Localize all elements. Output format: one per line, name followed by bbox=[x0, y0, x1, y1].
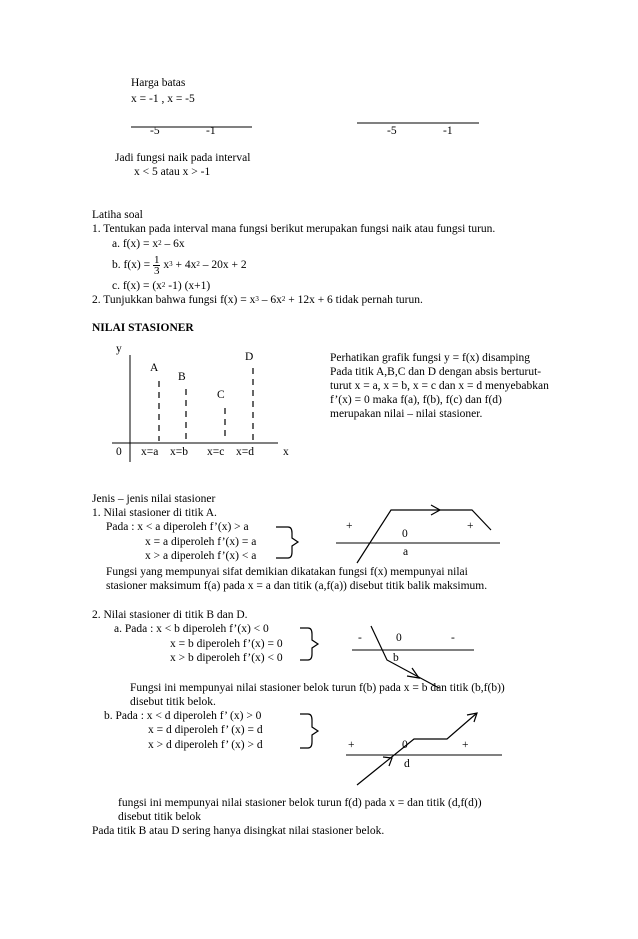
d1-a-label: a bbox=[403, 546, 409, 558]
s2-title: 2. Nilai stasioner di titik B dan D. bbox=[92, 609, 248, 621]
d3-plus-left: + bbox=[348, 739, 355, 751]
line1-label-b: -1 bbox=[206, 125, 216, 137]
s2b-conclusion-2: disebut titik belok bbox=[118, 811, 202, 823]
fraction-one-third: $\frac{1}{3}$ bbox=[153, 253, 160, 277]
point-a-label: A bbox=[150, 362, 159, 374]
d2-zero: 0 bbox=[396, 632, 402, 644]
soal-1c: c. $f(x) = (x^2$ -1) (x+1) bbox=[112, 280, 211, 292]
line2-label-b: -1 bbox=[443, 125, 453, 137]
s2b-line3: x > d diperoleh f’ (x) > d bbox=[148, 739, 263, 751]
d2-b-label: b bbox=[393, 652, 399, 664]
soal-1b: b. f(x) = $\frac{1}{3}$ $x^3 + 4x^2 - 20x + 2$ bbox=[112, 253, 247, 277]
graph-desc-4: f’(x) = 0 maka f(a), f(b), f(c) dan f(d) bbox=[330, 394, 502, 406]
d1-plus-right: + bbox=[467, 520, 474, 532]
s2a-conclusion-1: Fungsi ini mempunyai nilai stasioner belok turun f(b) pada x = b dan titik (b,f(b)) bbox=[130, 682, 505, 694]
s2a-line2: x = b diperoleh f’(x) = 0 bbox=[170, 638, 283, 650]
d3-plus-right: + bbox=[462, 739, 469, 751]
s1-line3: x > a diperoleh f’(x) < a bbox=[145, 550, 257, 562]
d2-minus-right: - bbox=[451, 632, 455, 644]
soal-1a: a. $f(x) = x^2 - 6x$ bbox=[112, 238, 185, 250]
axis-y-label: y bbox=[116, 343, 122, 355]
d2-minus-left: - bbox=[358, 632, 362, 644]
s2a-conclusion-2: disebut titik belok. bbox=[130, 696, 216, 708]
s2b-line2: x = d diperoleh f’ (x) = d bbox=[148, 724, 263, 736]
line1-label-a: -5 bbox=[150, 125, 160, 137]
xc-label: x=c bbox=[207, 446, 225, 458]
s2a-line3: x > b diperoleh f’(x) < 0 bbox=[170, 652, 283, 664]
axis-x-label: x bbox=[283, 446, 289, 458]
point-c-label: C bbox=[217, 389, 225, 401]
latihan-title: Latiha soal bbox=[92, 209, 143, 221]
point-b-label: B bbox=[178, 371, 186, 383]
soal-2: 2. Tunjukkan bahwa fungsi $f(x) = x^3 - 6x^2 + 12x + 6$ tidak pernah turun. bbox=[92, 294, 423, 306]
graph-desc-5: merupakan nilai – nilai stasioner. bbox=[330, 408, 483, 420]
jenis-title: Jenis – jenis nilai stasioner bbox=[92, 493, 216, 505]
graph-desc-2: Pada titik A,B,C dan D dengan absis berturut- bbox=[330, 366, 542, 378]
d3-d-label: d bbox=[404, 758, 410, 770]
harga-batas-title: Harga batas bbox=[131, 77, 186, 89]
origin-label: 0 bbox=[116, 446, 122, 458]
closing-note: Pada titik B atau D sering hanya disingkat nilai stasioner belok. bbox=[92, 825, 385, 837]
s1-conclusion-1: Fungsi yang mempunyai sifat demikian dikatakan fungsi f(x) mempunyai nilai bbox=[106, 566, 468, 578]
harga-batas-values: x = -1 , x = -5 bbox=[131, 93, 195, 105]
kesimpulan-line1: Jadi fungsi naik pada interval bbox=[115, 152, 251, 164]
d3-zero: 0 bbox=[402, 739, 408, 751]
point-d-label: D bbox=[245, 351, 254, 363]
graph-desc-3: turut x = a, x = b, x = c dan x = d menyebabkan bbox=[330, 380, 549, 392]
s1-title: 1. Nilai stasioner di titik A. bbox=[92, 507, 217, 519]
graph-desc-1: Perhatikan grafik fungsi y = f(x) disamping bbox=[330, 352, 531, 364]
s1-line2: x = a diperoleh f’(x) = a bbox=[145, 536, 257, 548]
s1-line1: Pada : x < a diperoleh f’(x) > a bbox=[106, 521, 249, 533]
s1-conclusion-2: stasioner maksimum f(a) pada x = a dan titik (a,f(a)) disebut titik balik maksimum. bbox=[106, 580, 488, 592]
soal-1: 1. Tentukan pada interval mana fungsi berikut merupakan fungsi naik atau fungsi turun. bbox=[92, 223, 496, 235]
s2b-conclusion-1: fungsi ini mempunyai nilai stasioner belok turun f(d) pada x = dan titik (d,f(d)) bbox=[118, 797, 482, 809]
kesimpulan-line2: x < 5 atau x > -1 bbox=[134, 166, 211, 178]
xb-label: x=b bbox=[170, 446, 188, 458]
xd-label: x=d bbox=[236, 446, 254, 458]
d1-zero: 0 bbox=[402, 528, 408, 540]
s2a-line1: a. Pada : x < b diperoleh f’(x) < 0 bbox=[114, 623, 269, 635]
nilai-stasioner-heading: NILAI STASIONER bbox=[92, 322, 194, 334]
line2-label-a: -5 bbox=[387, 125, 397, 137]
xa-label: x=a bbox=[141, 446, 159, 458]
s2b-line1: b. Pada : x < d diperoleh f’ (x) > 0 bbox=[104, 710, 262, 722]
d1-plus-left: + bbox=[346, 520, 353, 532]
